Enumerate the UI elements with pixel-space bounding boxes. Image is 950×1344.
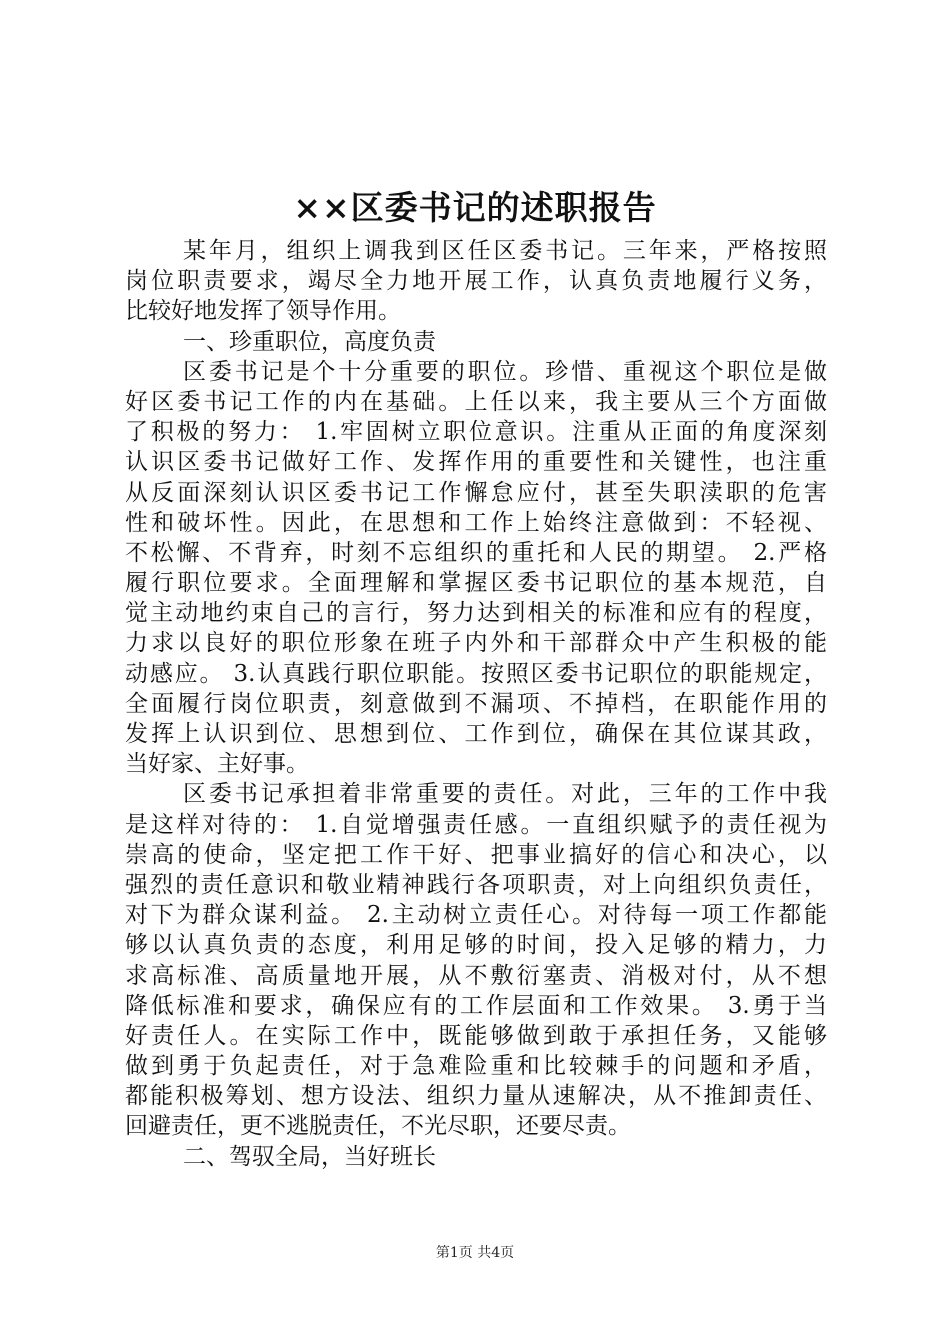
text-line: 对下为群众谋利益。 2.主动树立责任心。对待每一项工作都能 [125, 902, 827, 929]
text-line: 区委书记是个十分重要的职位。珍惜、重视这个职位是做 [183, 358, 827, 385]
text-line: 全面履行岗位职责，刻意做到不漏项、不掉档，在职能作用的 [125, 690, 827, 717]
text-line: 一、珍重职位，高度负责 [183, 328, 436, 355]
text-line: 回避责任，更不逃脱责任，不光尽职，还要尽责。 [125, 1113, 631, 1140]
text-line: 发挥上认识到位、思想到位、工作到位，确保在其位谋其政， [125, 721, 827, 747]
text-line: 二、驾驭全局，当好班长 [183, 1143, 436, 1170]
text-line: 力求以良好的职位形象在班子内外和干部群众中产生积极的能 [125, 630, 827, 657]
text-line: 认识区委书记做好工作、发挥作用的重要性和关键性，也注重 [125, 449, 827, 476]
text-line: 强烈的责任意识和敬业精神践行各项职责，对上向组织负责任， [125, 871, 827, 898]
text-line: 从反面深刻认识区委书记工作懈怠应付，甚至失职渎职的危害 [125, 479, 827, 506]
text-line: 都能积极筹划、想方设法、组织力量从速解决，从不推卸责任、 [125, 1083, 827, 1110]
text-line: 求高标准、高质量地开展，从不敷衍塞责、消极对付，从不想 [125, 962, 827, 989]
document-body [125, 236, 827, 1172]
document-title: ××区委书记的述职报告 [293, 188, 657, 227]
text-line: 崇高的使命，坚定把工作干好、把事业搞好的信心和决心，以 [125, 841, 827, 868]
text-line: 某年月，组织上调我到区任区委书记。三年来，严格按照 [183, 238, 827, 264]
text-line: 是这样对待的： 1.自觉增强责任感。一直组织赋予的责任视为 [125, 811, 827, 838]
text-line: 岗位职责要求，竭尽全力地开展工作，认真负责地履行义务， [125, 268, 827, 295]
text-line: 了积极的努力： 1.牢固树立职位意识。注重从正面的角度深刻 [125, 419, 827, 446]
text-line: 不松懈、不背弃，时刻不忘组织的重托和人民的期望。 2.严格 [125, 539, 827, 566]
text-line: 降低标准和要求，确保应有的工作层面和工作效果。 3.勇于当 [125, 992, 827, 1019]
text-line: 比较好地发挥了领导作用。 [125, 298, 401, 325]
text-line: 动感应。 3.认真践行职位职能。按照区委书记职位的职能规定， [125, 660, 827, 687]
text-line: 好区委书记工作的内在基础。上任以来，我主要从三个方面做 [125, 388, 827, 415]
text-line: 好责任人。在实际工作中，既能够做到敢于承担任务，又能够 [125, 1022, 827, 1049]
text-line: 区委书记承担着非常重要的责任。对此，三年的工作中我 [183, 781, 827, 808]
text-line: 觉主动地约束自己的言行，努力达到相关的标准和应有的程度， [125, 600, 827, 627]
text-line: 性和破坏性。因此，在思想和工作上始终注意做到：不轻视、 [125, 509, 827, 536]
text-line: 够以认真负责的态度，利用足够的时间，投入足够的精力，力 [125, 932, 827, 959]
text-line: 当好家、主好事。 [125, 751, 309, 778]
page-footer: 第1页 共4页 [435, 1245, 515, 1261]
text-line: 履行职位要求。全面理解和掌握区委书记职位的基本规范，自 [125, 570, 827, 597]
text-line: 做到勇于负起责任，对于急难险重和比较棘手的问题和矛盾， [125, 1053, 827, 1080]
